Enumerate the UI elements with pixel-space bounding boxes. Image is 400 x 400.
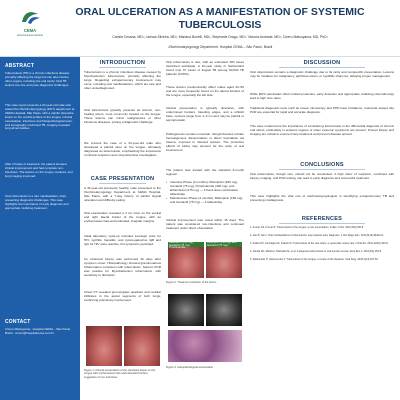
case-heading: CASE PRESENTATION (84, 176, 161, 184)
reference-item: 4. Nanda KD, Mehta A, Marwaha M, et al. A disguised tuberculosis in oral buccal mucosa. Dent Res J. 2011;8(3):154-9. (250, 250, 382, 253)
case-paragraph: An incisional biopsy was performed 20 days after symptom onset. Histopathology showed granulomatous inflammation consistent with tuberculosis. Sputum PCR was positive for Mycobacterium tuberculosis, with sensitivity to rifampicin. (84, 257, 161, 277)
conclusions-paragraph: This case highlights the vital role of otorhinolaryngologists in identifying extrapulmonary TB and preventing misdiagnosis. (250, 194, 394, 202)
conclusions-heading: CONCLUSIONS (250, 162, 394, 170)
conclusions-paragraph: Oral tuberculosis, though rare, should not be overlooked. A high index of suspicion, combined with biopsy, imaging, and PCR testing, can lead to early diagnosis and successful treatment. (250, 172, 394, 180)
intro-paragraph: We present the case of a 34-year-old male who developed a painful ulcer on the tongue, ultimately diagnosed as tuberculosis, emphasizing the importance of clinical suspicion and comprehensive investigation. (84, 141, 161, 157)
case-paragraph: Chest CT revealed ground-glass opacities and nodular infiltrates in the apical segments of both lungs, confirming pulmonary involvement. (84, 290, 161, 302)
figure-3-biopsy (168, 330, 242, 362)
figure-3 (168, 294, 242, 326)
contact-heading: CONTACT (5, 319, 31, 325)
chest-ct-image (168, 294, 204, 326)
chest-ct-image (206, 294, 242, 326)
regimen-tag: Rifampicin (150 mg) and Isoniazid (75 mg)... (206, 242, 242, 247)
abstract-paragraph: After 10 days of treatment, the patient showed clinical improvement and had complete non-infectious. The lesions on the tongue resolved, and lung imaging improved. (5, 162, 73, 178)
affiliation: ¹Otorhinolaryngology Department, Hospital CEMA – São Paulo, Brazil (167, 45, 273, 49)
hospital-logo (6, 8, 54, 44)
treatment-photo (206, 242, 242, 278)
abstract-sidebar (0, 57, 80, 400)
intro-paragraph: Tuberculosis is a chronic infectious disease caused by Mycobacterium tuberculosis, primarily affecting the lungs. Regarding extrapulmonary involvement may occur, including oral manifestations, which are rare and often underdiagnosed. (84, 70, 161, 90)
abstract-paragraph: This case report presents a 34-year-old male who visited the Otorhinolaryngology (ENT) department at CEMA Hospital, São Paulo, with a painful ulcerative lesion on the ventral surface of the tongue. Clinical examination, infectious and histopathological tests, and tomography confirmed TB, imaging revealed lung abnormalities. (5, 103, 75, 131)
column-treatment (166, 58, 244, 398)
discussion-heading: DISCUSSION (250, 60, 394, 68)
histopathology-image (168, 330, 242, 362)
column-introduction (84, 58, 161, 398)
discussion-paragraph: This case underscores the importance of considering tuberculosis in the differential diagnosis of chronic oral ulcers, particularly in endemic regions or when systemic symptoms are present. Prompt biopsy and imaging are critical to ensure timely treatment and prevent disease spread. (250, 124, 394, 136)
tongue-lesion-photo (124, 326, 160, 366)
poster-title: ORAL ULCERATION AS A MANIFESTATION OF SYSTEMIC TUBERCULOSIS (75, 6, 365, 31)
abstract-paragraph: Oral tuberculosis is a rare manifestation, often presenting diagnostic challenges. This case highlights the importance of early diagnosis and appropriate multidrug treatment. (5, 194, 69, 210)
tongue-lesion-photo (86, 326, 122, 366)
regimen-item: • Maintenance Phase (4 months): Rifampicin (150 mg) and Isoniazid (75 mg) — 3 tablets/day (166, 196, 244, 204)
author-list: Camila Cesana, MD¹; Larissa Silveira, MD¹; Mariana Bocelli, MD¹; Stephanie Drago, MD¹; Victoria Andrade, MD¹; Cicero Matsuyama, MD, PhD¹ (112, 35, 328, 39)
regimen-tag: Rifampicin (150 mg), Isoniazid (75 mg), Pyrazinamide... (168, 242, 204, 247)
regimen-item: • Intensive Phase (2 months): Rifampicin (150 mg), Isoniazid (75 mg), Pyrazinamide (400 mg), and Ethambutol (275 mg) — 4 fixed-dose combination tablets/day (166, 180, 244, 196)
reference-item: 3. Kakisi OK, Kechagia AS, Kakisis IK. Tuberculosis of the oral cavity: a systematic review. Eur J Oral Sci. 2010;118(2):103-9. (250, 242, 389, 245)
reference-item: 2. Jain P, Jain I. Oral manifestations of tuberculosis: step towards early diagnosis. J Clin Diagn Res. 2014;8(12):ZE18-21. (250, 234, 384, 237)
treatment-paragraph: The patient was treated with the standard 6-month regimen: (166, 168, 244, 176)
column-discussion (250, 58, 394, 398)
intro-paragraph: Oral tuberculosis typically presents as chronic, non-healing ulcers, most commonly located on the tongue. These lesions can mimic malignancies or other infectious diseases, posing a diagnostic challenge. (84, 108, 161, 124)
cema-logo-icon (18, 8, 42, 26)
treatment-paragraph: Oral tuberculosis is rare, with an estimated 400 cases described worldwide. A 10-year study in Switzerland found only 37 cases of lingual TB among 60,000 TB patients (0.06%). (166, 60, 244, 76)
regimen-list (166, 180, 244, 204)
figure-3-caption: Figure 3. Histopathological examination. (166, 366, 214, 369)
discussion-paragraph: Oral tuberculosis remains a diagnostic challenge due to its rarity and nonspecific presentation. Lesions may be mistaken for malignancy, aphthous ulcers, or syphilitic chancres, delaying proper management. (250, 70, 394, 78)
case-paragraph: Oral examination revealed a 3 cm ulcer on the ventral and right lateral border of the tongue, with an erythematous halo and indurated, irregular margins. (84, 211, 161, 223)
introduction-heading: INTRODUCTION (84, 60, 161, 68)
case-paragraph: Initial laboratory work-up included serologic tests for HIV, syphilis, hepatitis, and cytomegalovirus IgM and IgG for HIV were reactive, but symptoms persisted. (84, 234, 161, 246)
abstract-paragraph: Tuberculosis (TB) is a chronic infectious disease primarily affecting the lungs but can also involve other organs, including the oral cavity. Oral TB lesions are rare and pose diagnostic challenges. (5, 71, 70, 87)
references-heading: REFERENCES (250, 216, 394, 224)
reference-item: 1. Kumar KS, Kumar R. Tuberculosis of the tongue: a rare presentation. Indian J Otol. 2019;25(2):96-8. (250, 226, 364, 229)
discussion-paragraph: Traditional diagnostic tools such as smear microscopy and PPD have limitations; molecular assays like PCR are essential for rapid and accurate diagnosis. (250, 106, 394, 114)
treatment-paragraph: These lesions predominantly affect males aged 20–50 and are more frequently found on the lateral borders of the tongue, especially the left side. (166, 85, 244, 97)
discussion-paragraph: While ROS vaccination offers limited protection, early detection and appropriate multidrug chemotherapy lead to high cure rates. (250, 92, 394, 100)
logo-name: CEMA (23, 28, 37, 33)
poster-header (0, 0, 400, 57)
figure-2-caption: Figure 2. Treatment evolution of the lesion. (166, 281, 217, 284)
contact-details: Cicero Matsuyama · Hospital CEMA – São Paulo, Brazil · cicero@hospitalcema.com.br (5, 327, 71, 335)
figure-2 (168, 242, 242, 278)
treatment-paragraph: Clinical presentation is typically ulcerative, with undermined borders, bleeding edges, and a whitish base. Lesions range from 1–3 cm and may be painful or asymptomatic. (166, 106, 244, 122)
case-paragraph: A 34-year-old previously healthy male presented to the Otorhinolaryngology Department at CEMA Hospital, São Paulo, with a 7-day history of painful lingual ulceration and difficulty eating. (84, 186, 161, 202)
reference-item: 5. Maldonado H, Vasconcelos V. Tuberculosis of the tongue: a review of the literature. Oral Surg. 2018;11(4):247-53. (250, 258, 379, 261)
abstract-heading: ABSTRACT (5, 63, 35, 69)
treatment-paragraph: Pathogenesis remains uncertain, though theories include hematogenous dissemination or direct inoculation via trauma, exposed to infected sputum. The protective effects of saliva may account for the rarity of oral involvement. (166, 132, 244, 152)
treatment-paragraph: Clinical improvement was noted within 15 days. The patient was considered non-infectious and continued treatment under direct observation. (166, 218, 244, 230)
treatment-photo (168, 242, 204, 278)
logo-subtitle: Hospital Especializado (16, 34, 44, 37)
figure-1-caption: Figure 1. Clinical presentation of the ulcerative lesion on the tongue with erythematous halo and indurated borders, suggestive of non-infectious. (84, 369, 156, 379)
figure-1 (86, 326, 160, 366)
